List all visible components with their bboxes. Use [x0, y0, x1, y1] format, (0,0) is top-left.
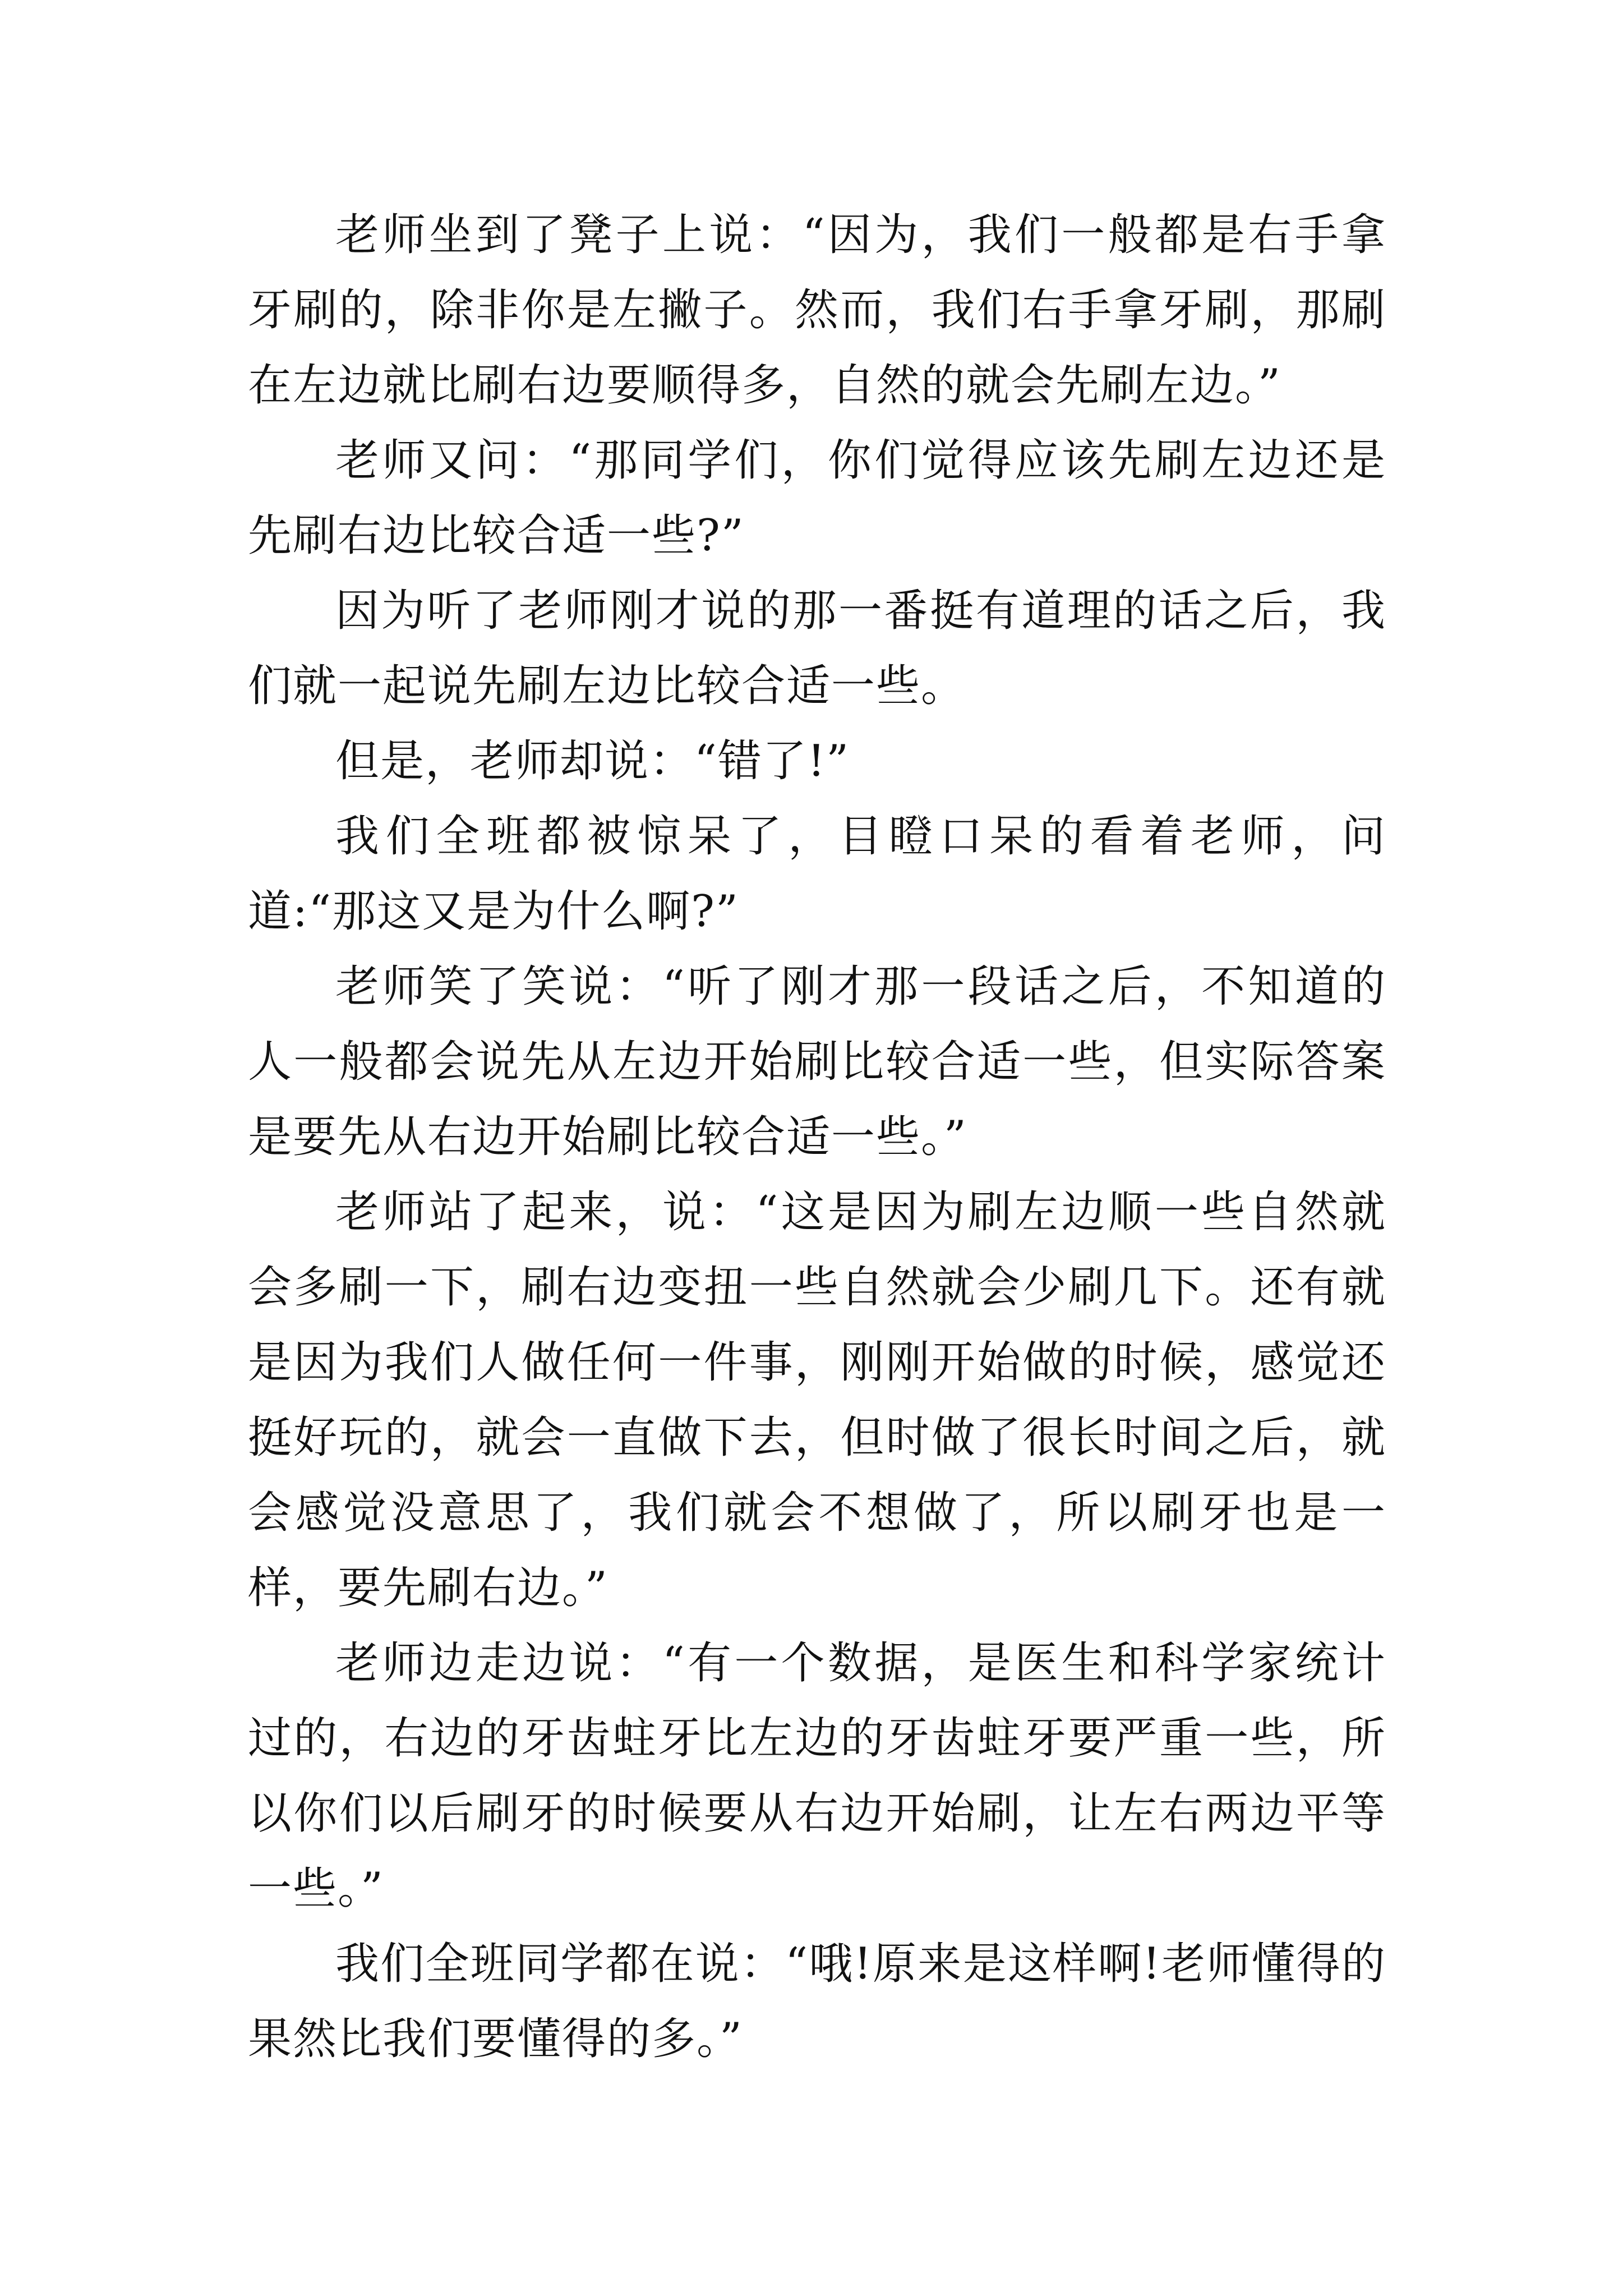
paragraph-1: 老师坐到了凳子上说：“因为，我们一般都是右手拿牙刷的，除非你是左撇子。然而，我们右手拿牙刷，那刷在左边就比刷右边要顺得多，自然的就会先刷左边。” [248, 210, 1386, 411]
paragraph-9: 我们全班同学都在说：“哦!原来是这样啊!老师懂得的果然比我们要懂得的多。” [248, 1939, 1386, 2064]
paragraph-2: 老师又问：“那同学们，你们觉得应该先刷左边还是先刷右边比较合适一些?” [248, 435, 1386, 561]
article-body [248, 197, 1386, 2077]
paragraph-7: 老师站了起来，说：“这是因为刷左边顺一些自然就会多刷一下，刷右边变扭一些自然就会少刷几下。还有就是因为我们人做任何一件事，刚刚开始做的时候，感觉还挺好玩的，就会一直做下去，但时做了很长时间之后，就会感觉没意思了，我们就会不想做了，所以刷牙也是一样，要先刷右边。” [248, 1187, 1386, 1613]
paragraph-5: 我们全班都被惊呆了，目瞪口呆的看着老师，问道:“那这又是为什么啊?” [248, 811, 1386, 937]
paragraph-3: 因为听了老师刚才说的那一番挺有道理的话之后，我们就一起说先刷左边比较合适一些。 [248, 586, 1386, 711]
paragraph-8: 老师边走边说：“有一个数据，是医生和科学家统计过的，右边的牙齿蛀牙比左边的牙齿蛀牙要严重一些，所以你们以后刷牙的时候要从右边开始刷，让左右两边平等一些。” [248, 1638, 1386, 1914]
paragraph-4: 但是，老师却说：“错了!” [335, 736, 850, 786]
paragraph-6: 老师笑了笑说：“听了刚才那一段话之后，不知道的人一般都会说先从左边开始刷比较合适一些，但实际答案是要先从右边开始刷比较合适一些。” [248, 961, 1386, 1162]
